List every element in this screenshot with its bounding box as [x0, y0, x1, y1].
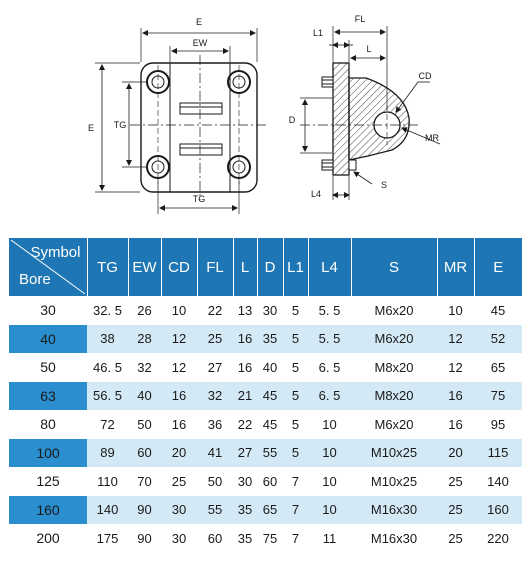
- table-cell: 27: [197, 353, 233, 382]
- table-cell: 25: [161, 467, 197, 496]
- table-cell: 26: [128, 296, 161, 325]
- table-cell: M6x20: [351, 410, 437, 439]
- specification-table: [9, 238, 522, 553]
- table-cell: 160: [474, 496, 522, 525]
- table-cell: 5: [283, 296, 308, 325]
- table-cell: 41: [197, 439, 233, 468]
- table-cell: 16: [233, 325, 257, 354]
- table-cell: 7: [283, 496, 308, 525]
- table-row: [9, 439, 522, 468]
- table-cell: M8x20: [351, 353, 437, 382]
- column-header: CD: [161, 238, 197, 296]
- table-cell: 16: [437, 382, 474, 411]
- table-cell: 35: [233, 524, 257, 553]
- table-cell: 16: [437, 410, 474, 439]
- table-cell: M6x20: [351, 325, 437, 354]
- table-row: [9, 382, 522, 411]
- table-cell: 30: [233, 467, 257, 496]
- table-cell: 46. 5: [87, 353, 128, 382]
- column-header: L1: [283, 238, 308, 296]
- table-cell: 10: [308, 439, 351, 468]
- table-cell: 6. 5: [308, 353, 351, 382]
- table-cell: 6. 5: [308, 382, 351, 411]
- table-cell: 12: [437, 353, 474, 382]
- table-cell: 12: [161, 325, 197, 354]
- table-cell: 52: [474, 325, 522, 354]
- table-cell: 38: [87, 325, 128, 354]
- label-tg-side: TG: [113, 120, 127, 130]
- header-corner-cell: [9, 238, 87, 296]
- table-cell: 30: [257, 296, 283, 325]
- label-fl: FL: [354, 14, 366, 24]
- bore-cell: 160: [9, 496, 87, 525]
- table-cell: M6x20: [351, 296, 437, 325]
- table-cell: 32. 5: [87, 296, 128, 325]
- column-header: FL: [197, 238, 233, 296]
- table-cell: 45: [257, 410, 283, 439]
- table-cell: 10: [161, 296, 197, 325]
- column-header: E: [474, 238, 522, 296]
- table-cell: 175: [87, 524, 128, 553]
- bore-cell: 125: [9, 467, 87, 496]
- table-cell: 25: [437, 496, 474, 525]
- table-cell: 20: [437, 439, 474, 468]
- table-cell: 140: [87, 496, 128, 525]
- table-row: [9, 325, 522, 354]
- label-l1: L1: [312, 28, 324, 38]
- bore-cell: 50: [9, 353, 87, 382]
- column-header: EW: [128, 238, 161, 296]
- table-cell: 16: [233, 353, 257, 382]
- table-cell: M8x20: [351, 382, 437, 411]
- bore-cell: 100: [9, 439, 87, 468]
- table-cell: 45: [474, 296, 522, 325]
- column-header: TG: [87, 238, 128, 296]
- table-cell: 75: [474, 382, 522, 411]
- table-cell: 90: [128, 524, 161, 553]
- table-cell: M10x25: [351, 439, 437, 468]
- column-header: S: [351, 238, 437, 296]
- table-cell: 5. 5: [308, 296, 351, 325]
- table-cell: 5: [283, 325, 308, 354]
- table-cell: 20: [161, 439, 197, 468]
- table-cell: 22: [233, 410, 257, 439]
- table-cell: 30: [161, 524, 197, 553]
- table-cell: 16: [161, 382, 197, 411]
- table-cell: 11: [308, 524, 351, 553]
- label-e-top: E: [195, 17, 203, 27]
- table-cell: 16: [161, 410, 197, 439]
- table-cell: 13: [233, 296, 257, 325]
- table-cell: 75: [257, 524, 283, 553]
- table-cell: 50: [128, 410, 161, 439]
- label-l: L: [366, 44, 372, 54]
- table-cell: 28: [128, 325, 161, 354]
- table-cell: 30: [161, 496, 197, 525]
- table-cell: 21: [233, 382, 257, 411]
- table-cell: 36: [197, 410, 233, 439]
- table-cell: 10: [437, 296, 474, 325]
- table-row: [9, 410, 522, 439]
- table-cell: 5: [283, 439, 308, 468]
- table-cell: 55: [257, 439, 283, 468]
- table-cell: 25: [197, 325, 233, 354]
- table-cell: 72: [87, 410, 128, 439]
- table-cell: 25: [437, 524, 474, 553]
- header-symbol-label: Symbol: [30, 244, 81, 261]
- table-cell: 5: [283, 382, 308, 411]
- table-cell: 70: [128, 467, 161, 496]
- table-cell: 56. 5: [87, 382, 128, 411]
- table-row: [9, 496, 522, 525]
- bore-cell: 80: [9, 410, 87, 439]
- table-cell: 50: [197, 467, 233, 496]
- column-header: D: [257, 238, 283, 296]
- bore-cell: 200: [9, 524, 87, 553]
- table-cell: 22: [197, 296, 233, 325]
- table-cell: 115: [474, 439, 522, 468]
- header-bore-label: Bore: [19, 271, 51, 288]
- table-cell: 60: [257, 467, 283, 496]
- bore-cell: 30: [9, 296, 87, 325]
- table-cell: 10: [308, 410, 351, 439]
- label-l4: L4: [310, 189, 322, 199]
- table-cell: 110: [87, 467, 128, 496]
- table-cell: 10: [308, 496, 351, 525]
- table-cell: 65: [474, 353, 522, 382]
- table-cell: 7: [283, 467, 308, 496]
- label-mr: MR: [425, 133, 439, 143]
- label-ew: EW: [192, 38, 208, 48]
- table-cell: 40: [257, 353, 283, 382]
- table-row: [9, 296, 522, 325]
- bore-cell: 63: [9, 382, 87, 411]
- technical-drawing: [0, 0, 530, 232]
- table-cell: 220: [474, 524, 522, 553]
- table-cell: 27: [233, 439, 257, 468]
- table-cell: 25: [437, 467, 474, 496]
- table-cell: 60: [197, 524, 233, 553]
- table-cell: M16x30: [351, 496, 437, 525]
- table-body: [9, 296, 522, 553]
- table-cell: M10x25: [351, 467, 437, 496]
- table-header-row: [9, 238, 522, 296]
- table-cell: 10: [308, 467, 351, 496]
- table-cell: 5: [283, 353, 308, 382]
- table-cell: 12: [437, 325, 474, 354]
- label-d: D: [288, 115, 296, 125]
- column-header: L4: [308, 238, 351, 296]
- table-row: [9, 353, 522, 382]
- table-cell: 5: [283, 410, 308, 439]
- label-e-side: E: [87, 123, 95, 133]
- table-cell: 65: [257, 496, 283, 525]
- table-cell: 35: [257, 325, 283, 354]
- label-tg-bottom: TG: [192, 194, 206, 204]
- table-cell: 45: [257, 382, 283, 411]
- column-header: L: [233, 238, 257, 296]
- table-row: [9, 524, 522, 553]
- table-cell: 5. 5: [308, 325, 351, 354]
- table-cell: 140: [474, 467, 522, 496]
- table-cell: 12: [161, 353, 197, 382]
- label-cd: CD: [418, 71, 432, 81]
- table-cell: M16x30: [351, 524, 437, 553]
- table-cell: 35: [233, 496, 257, 525]
- table-cell: 32: [128, 353, 161, 382]
- column-header: MR: [437, 238, 474, 296]
- table-cell: 40: [128, 382, 161, 411]
- table-row: [9, 467, 522, 496]
- table-cell: 89: [87, 439, 128, 468]
- table-cell: 55: [197, 496, 233, 525]
- table-cell: 7: [283, 524, 308, 553]
- table-cell: 95: [474, 410, 522, 439]
- table-cell: 90: [128, 496, 161, 525]
- bore-cell: 40: [9, 325, 87, 354]
- table-cell: 32: [197, 382, 233, 411]
- table-cell: 60: [128, 439, 161, 468]
- label-s: S: [380, 180, 388, 190]
